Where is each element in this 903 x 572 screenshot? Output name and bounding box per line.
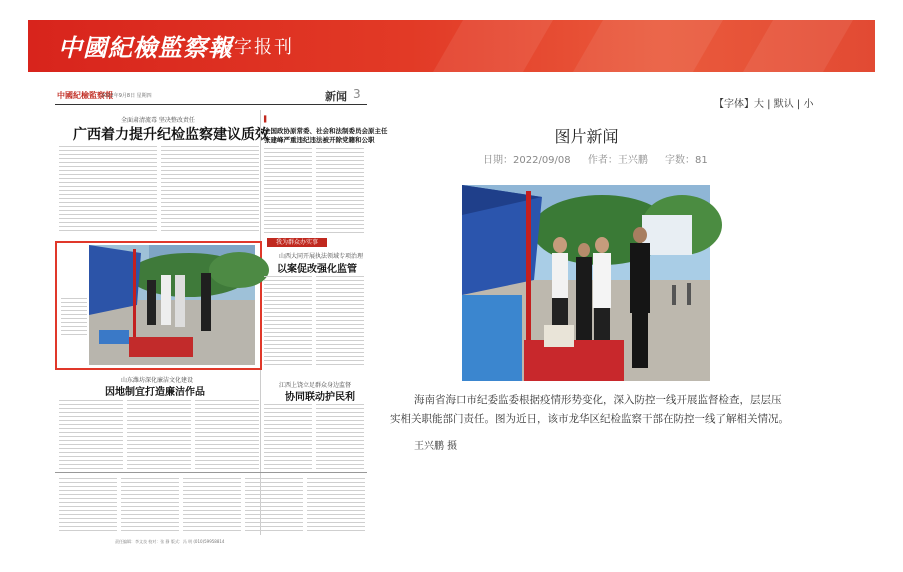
- text-column: [316, 276, 364, 366]
- article-date: 日期：2022/09/08: [483, 155, 571, 166]
- text-column: [195, 400, 259, 470]
- font-size-label: 【字体】: [714, 99, 754, 110]
- article-photo-graphic: [462, 185, 710, 381]
- site-logo[interactable]: 中國紀檢監察報: [58, 33, 233, 62]
- top-kicker: 全面肃清流毒 坚决整改责任: [121, 117, 195, 124]
- newspaper-date: 2022年9月8日 星期四: [101, 93, 152, 99]
- text-column: [264, 148, 312, 236]
- text-column: [264, 404, 312, 470]
- font-separator: |: [764, 99, 774, 110]
- font-large-button[interactable]: 大: [754, 99, 764, 110]
- text-column: [121, 478, 179, 534]
- newspaper-page-number: 3: [353, 87, 361, 101]
- article-photo[interactable]: [462, 185, 710, 381]
- text-column: [316, 148, 364, 236]
- section-tag: 我为群众办实事: [267, 238, 327, 247]
- section-divider: [55, 472, 367, 473]
- newspaper-brand: 中國紀檢監察報: [57, 90, 113, 100]
- side-headline-1[interactable]: 全国政协原常委、社会和法制委员会原主任: [264, 127, 388, 135]
- banner-decoration: [433, 20, 553, 72]
- font-default-button[interactable]: 默认: [773, 99, 794, 110]
- article-title: [0, 124, 903, 147]
- text-column: [127, 400, 191, 470]
- text-column: [307, 478, 365, 534]
- photo-thumbnail[interactable]: [89, 245, 255, 365]
- article-word-count: 字数：81: [665, 155, 708, 166]
- article-caption: 海南省海口市纪委监委根据疫情形势变化，深入防控一线开展监督检查，层层压实相关职能部门责任。图为近日，该市龙华区纪检监察干部在防控一线了解相关情况。: [390, 394, 789, 425]
- side-headline-2[interactable]: 张建峰严重违纪违法被开除党籍和公职: [264, 136, 375, 144]
- article-title-text: 图片新闻: [554, 127, 619, 146]
- article-author: 作者：王兴鹏: [587, 155, 648, 166]
- text-column: [245, 478, 303, 534]
- newspaper-page[interactable]: [55, 87, 388, 548]
- banner-decoration: [573, 20, 723, 72]
- mid-headline[interactable]: 以案促改强化监管: [277, 264, 357, 275]
- font-small-button[interactable]: 小: [803, 99, 814, 110]
- thumbnail-photo-graphic: [89, 245, 255, 365]
- lower-kicker-right: 江西上饶立足群众身边监督: [279, 382, 352, 389]
- text-column: [316, 404, 364, 470]
- newspaper-section: 新闻: [325, 90, 347, 103]
- lower-kicker-left: 山东潍坊深化廉洁文化建设: [121, 377, 194, 384]
- photo-credit: 王兴鹏 摄: [414, 441, 458, 452]
- font-separator: |: [793, 99, 804, 110]
- article-meta: [483, 151, 722, 166]
- text-column: [161, 146, 259, 234]
- lower-headline-right[interactable]: 协同联动护民利: [285, 392, 355, 403]
- text-column: [59, 478, 117, 534]
- font-size-controls: [714, 95, 813, 110]
- top-headline[interactable]: 广西着力提升纪检监察建议质效: [73, 127, 269, 143]
- text-column: [264, 276, 312, 366]
- side-tag: ▌: [264, 116, 269, 123]
- newspaper-footer: 责任编辑：李文良 校对：张 静 版式：冯 明 (010)59958814: [115, 539, 225, 544]
- site-banner: [28, 20, 875, 72]
- lower-headline-left[interactable]: 因地制宜打造廉洁作品: [105, 387, 205, 398]
- text-column: [59, 400, 123, 470]
- text-column: [59, 146, 157, 234]
- newspaper-masthead: [55, 88, 367, 105]
- mid-kicker: 山西大同开展执法领域专项治理: [279, 253, 364, 260]
- banner-decoration: [743, 20, 853, 72]
- site-subtitle: 数字报刊: [214, 37, 294, 58]
- photo-caption-text: [61, 298, 87, 338]
- text-column: [183, 478, 241, 534]
